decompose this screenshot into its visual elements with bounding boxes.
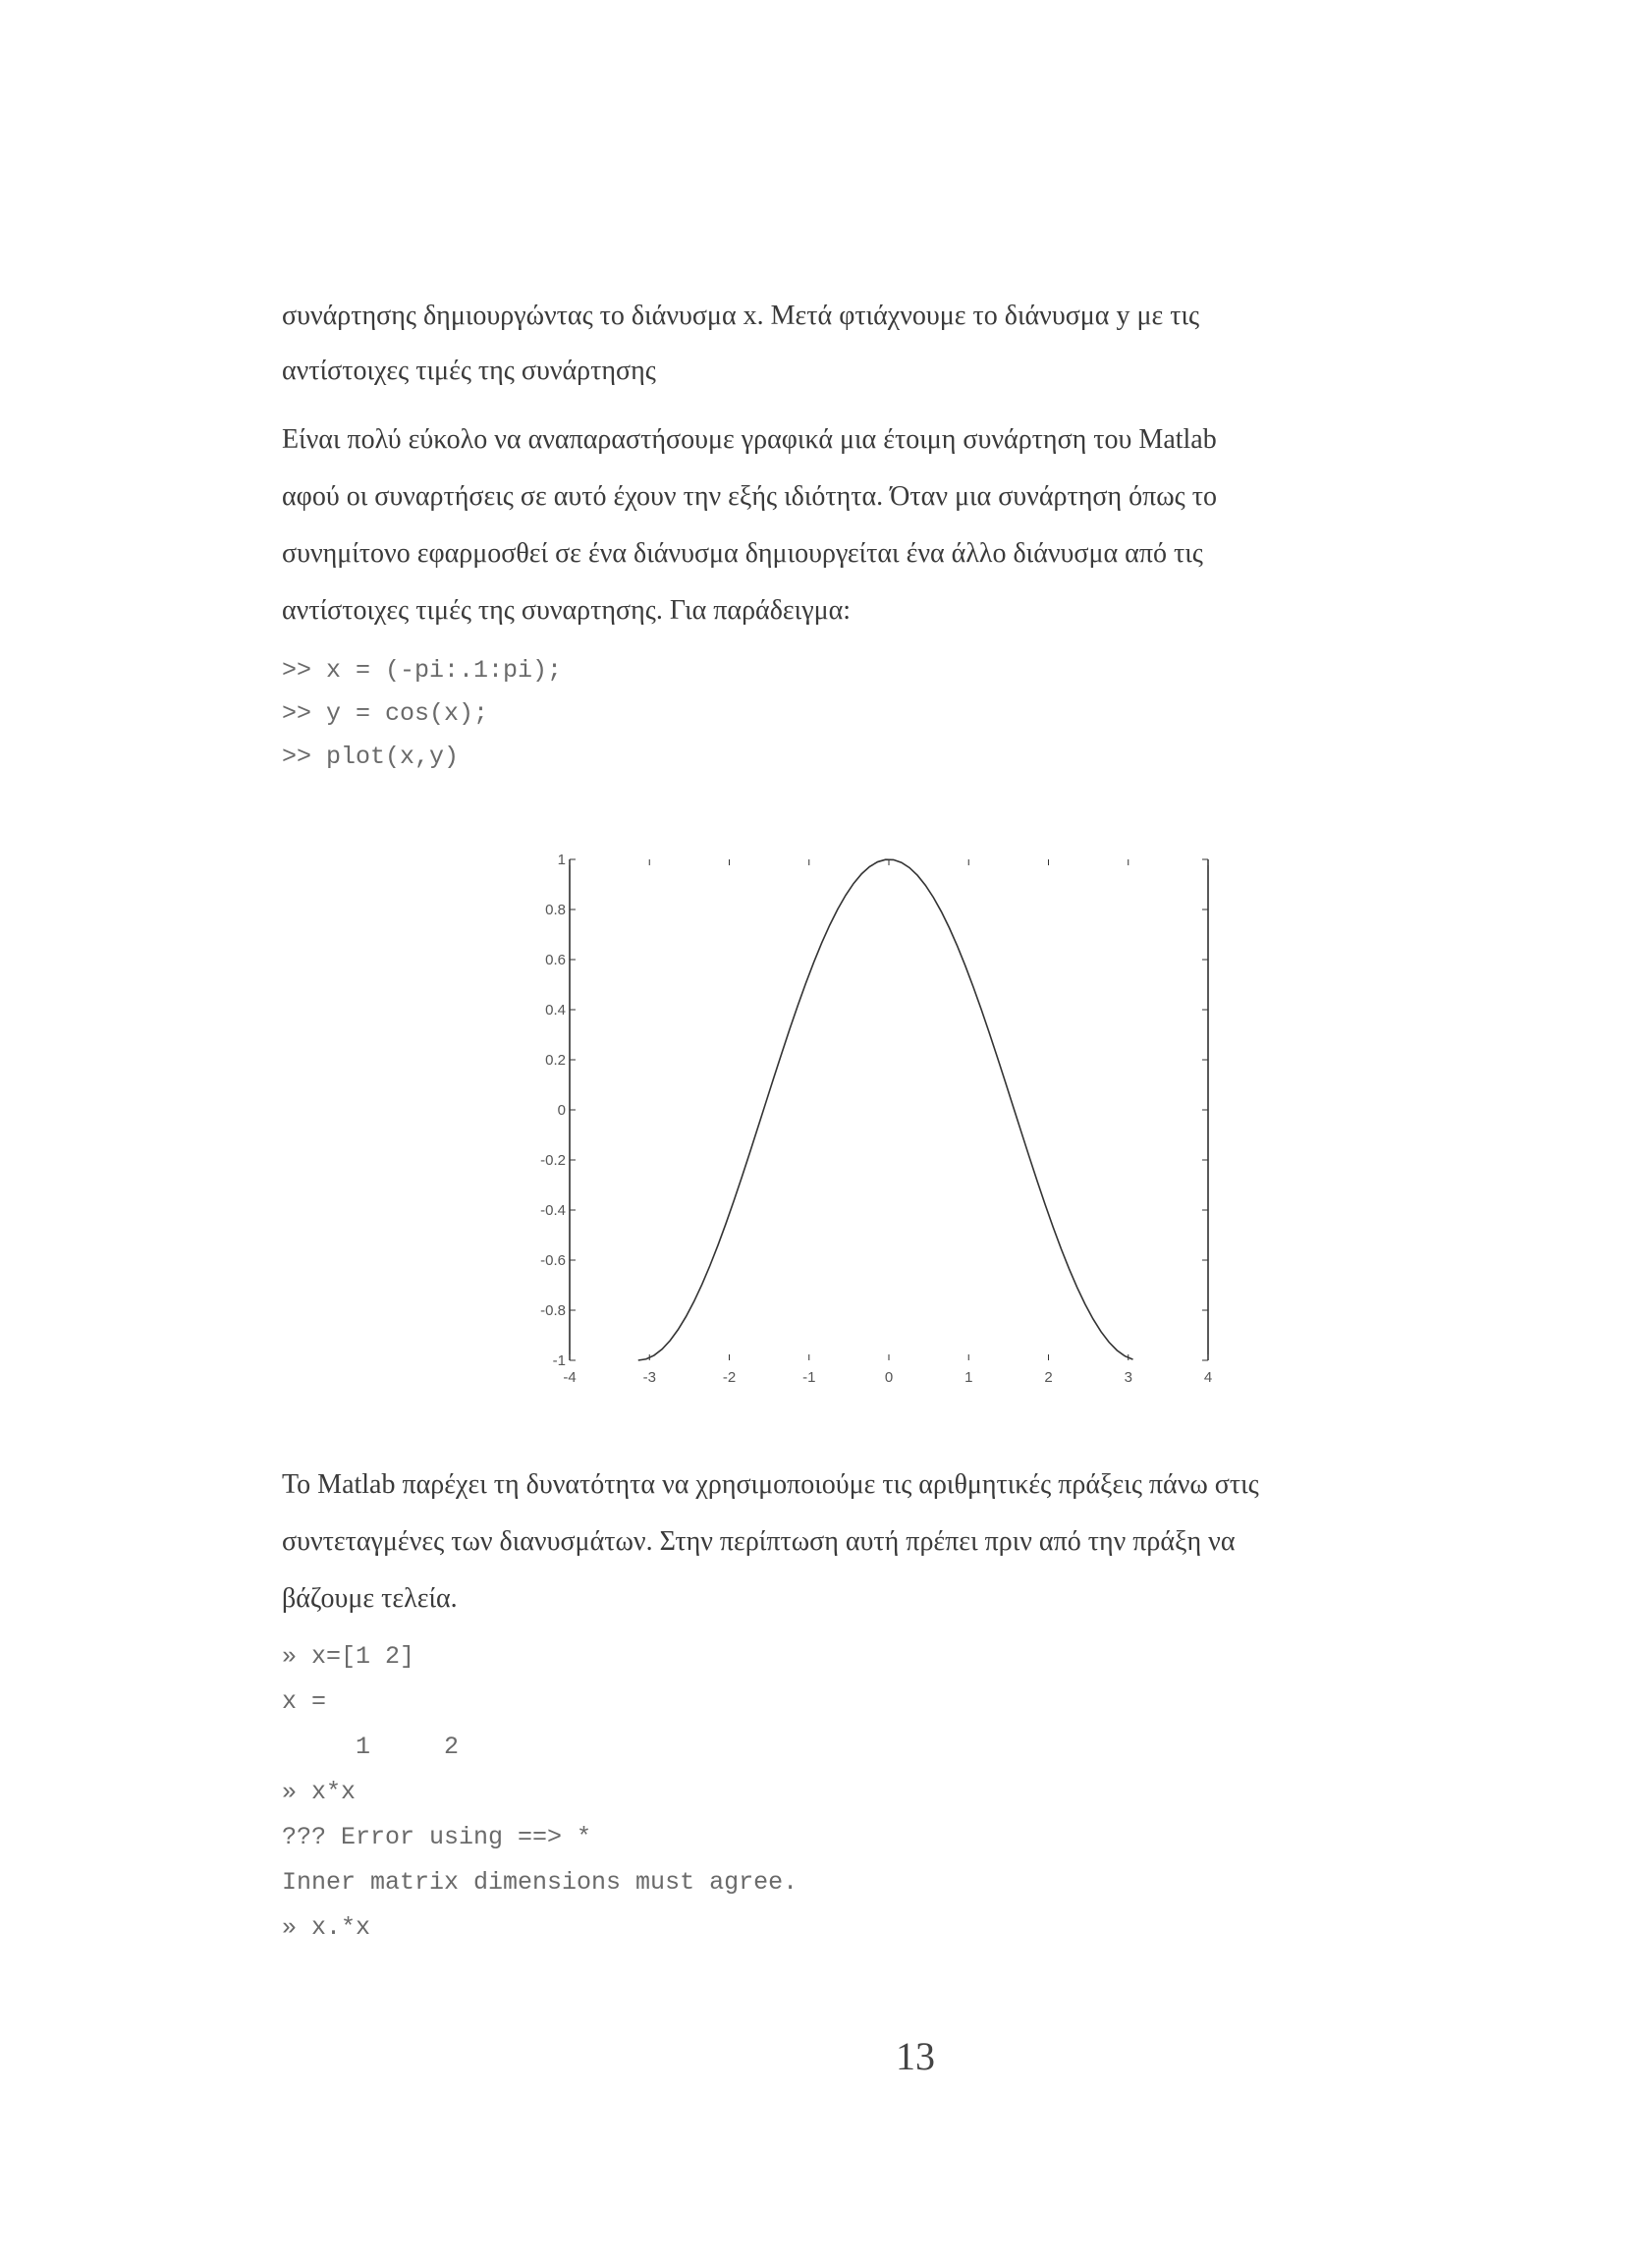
y-tick-label: -0.8 xyxy=(540,1302,566,1319)
code-line: Inner matrix dimensions must agree. xyxy=(282,1868,798,1897)
paragraph-line: βάζουμε τελεία. xyxy=(282,1583,458,1614)
cosine-plot xyxy=(521,840,1267,1409)
x-tick-label: 0 xyxy=(884,1369,894,1386)
y-axis-ticks xyxy=(540,852,1208,1369)
x-tick-label: 2 xyxy=(1044,1369,1053,1386)
paragraph-line: συνάρτησης δημιουργώντας το διάνυσμα x. Μετά φτιάχνουμε το διάνυσμα y με τις xyxy=(282,301,1200,331)
plot-axes xyxy=(570,859,1208,1360)
y-tick-label: 1 xyxy=(557,852,566,868)
code-line: ??? Error using ==> * xyxy=(282,1823,592,1851)
code-line: >> y = cos(x); xyxy=(282,699,489,728)
y-tick-label: 0.8 xyxy=(545,902,566,918)
code-line: » x.*x xyxy=(282,1913,371,1942)
paragraph-line: συντεταγμένες των διανυσμάτων. Στην περίπτωση αυτή πρέπει πριν από την πράξη να xyxy=(282,1526,1236,1557)
code-line: 1 2 xyxy=(282,1733,460,1761)
x-tick-label: -4 xyxy=(563,1369,577,1386)
y-tick-label: -1 xyxy=(552,1352,566,1369)
y-tick-label: 0.2 xyxy=(545,1052,566,1069)
paragraph-line: συνημίτονο εφαρμοσθεί σε ένα διάνυσμα δημιουργείται ένα άλλο διάνυσμα από τις xyxy=(282,538,1203,569)
y-tick-label: 0 xyxy=(557,1102,566,1119)
paragraph-line: Το Matlab παρέχει τη δυνατότητα να χρησιμοποιούμε τις αριθμητικές πράξεις πάνω στις xyxy=(282,1469,1259,1500)
paragraph-line: αντίστοιχες τιμές της συνάρτησης xyxy=(282,356,656,386)
paragraph-line: αντίστοιχες τιμές της συναρτησης. Για παράδειγμα: xyxy=(282,595,852,626)
y-tick-label: 0.4 xyxy=(545,1002,566,1019)
x-axis-ticks xyxy=(563,859,1212,1386)
y-tick-label: -0.2 xyxy=(540,1152,566,1169)
y-tick-label: -0.6 xyxy=(540,1252,566,1269)
x-tick-label: -1 xyxy=(802,1369,816,1386)
x-tick-label: 4 xyxy=(1203,1369,1213,1386)
x-tick-label: -3 xyxy=(642,1369,656,1386)
series-line-cos xyxy=(638,859,1133,1360)
code-line: >> x = (-pi:.1:pi); xyxy=(282,656,563,685)
code-line: >> plot(x,y) xyxy=(282,743,460,771)
x-tick-label: 3 xyxy=(1124,1369,1132,1386)
code-line: » x*x xyxy=(282,1778,357,1806)
y-tick-label: -0.4 xyxy=(540,1202,566,1219)
paragraph-line: αφού οι συναρτήσεις σε αυτό έχουν την εξής ιδιότητα. Όταν μια συνάρτηση όπως το xyxy=(282,481,1217,512)
paragraph-line: Είναι πολύ εύκολο να αναπαραστήσουμε γραφικά μια έτοιμη συνάρτηση του Matlab xyxy=(282,424,1217,455)
page-number: 13 xyxy=(896,2034,935,2078)
x-tick-label: 1 xyxy=(964,1369,973,1386)
code-line: » x=[1 2] xyxy=(282,1642,415,1671)
code-line: x = xyxy=(282,1687,327,1716)
y-tick-label: 0.6 xyxy=(545,952,566,968)
x-tick-label: -2 xyxy=(722,1369,737,1386)
